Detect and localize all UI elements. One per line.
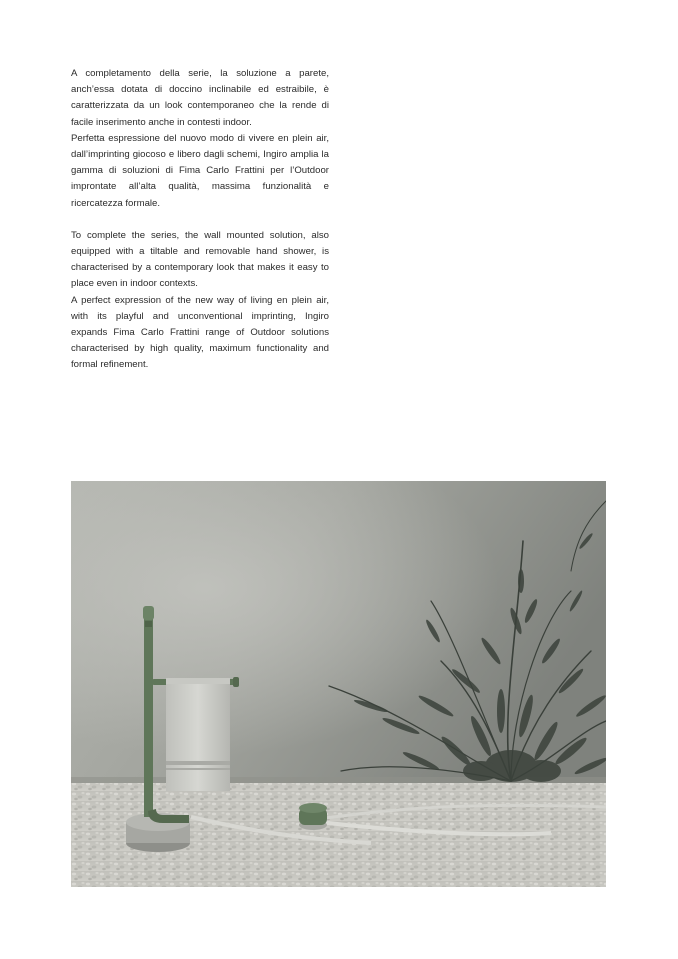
english-paragraph-2: A perfect expression of the new way of living en plein air, with its playful and unconventional imprinting, Ingiro expands Fima Carlo Frattini range of Outdoor solutions characterised by high quality, maximum functionality and formal refinement. (71, 294, 329, 371)
hand-shower (143, 606, 154, 620)
outdoor-shower-scene (71, 481, 606, 887)
text-column (71, 66, 329, 374)
towel (166, 678, 230, 791)
product-photo (71, 481, 606, 887)
italian-paragraph-2: Perfetta espressione del nuovo modo di vivere en plein air, dall’imprinting giocoso e libero dagli schemi, Ingiro amplia la gamma di soluzioni di Fima Carlo Frattini per l’Outdoor improntate all’alta qualità, massima funzionalità e ricercatezza formale. (71, 132, 329, 209)
paragraph-spacer (71, 212, 329, 228)
italian-paragraph-1: A completamento della serie, la soluzione a parete, anch’essa dotata di doccino inclinabile ed estraibile, è caratterizzata da un look contemporaneo che la rende di facile inserimento anche in contesti indoor. (71, 68, 329, 128)
english-paragraph-1: To complete the series, the wall mounted solution, also equipped with a tiltable and removable hand shower, is characterised by a contemporary look that makes it easy to place even in indoor contexts. (71, 229, 329, 290)
shower-column (144, 607, 153, 817)
